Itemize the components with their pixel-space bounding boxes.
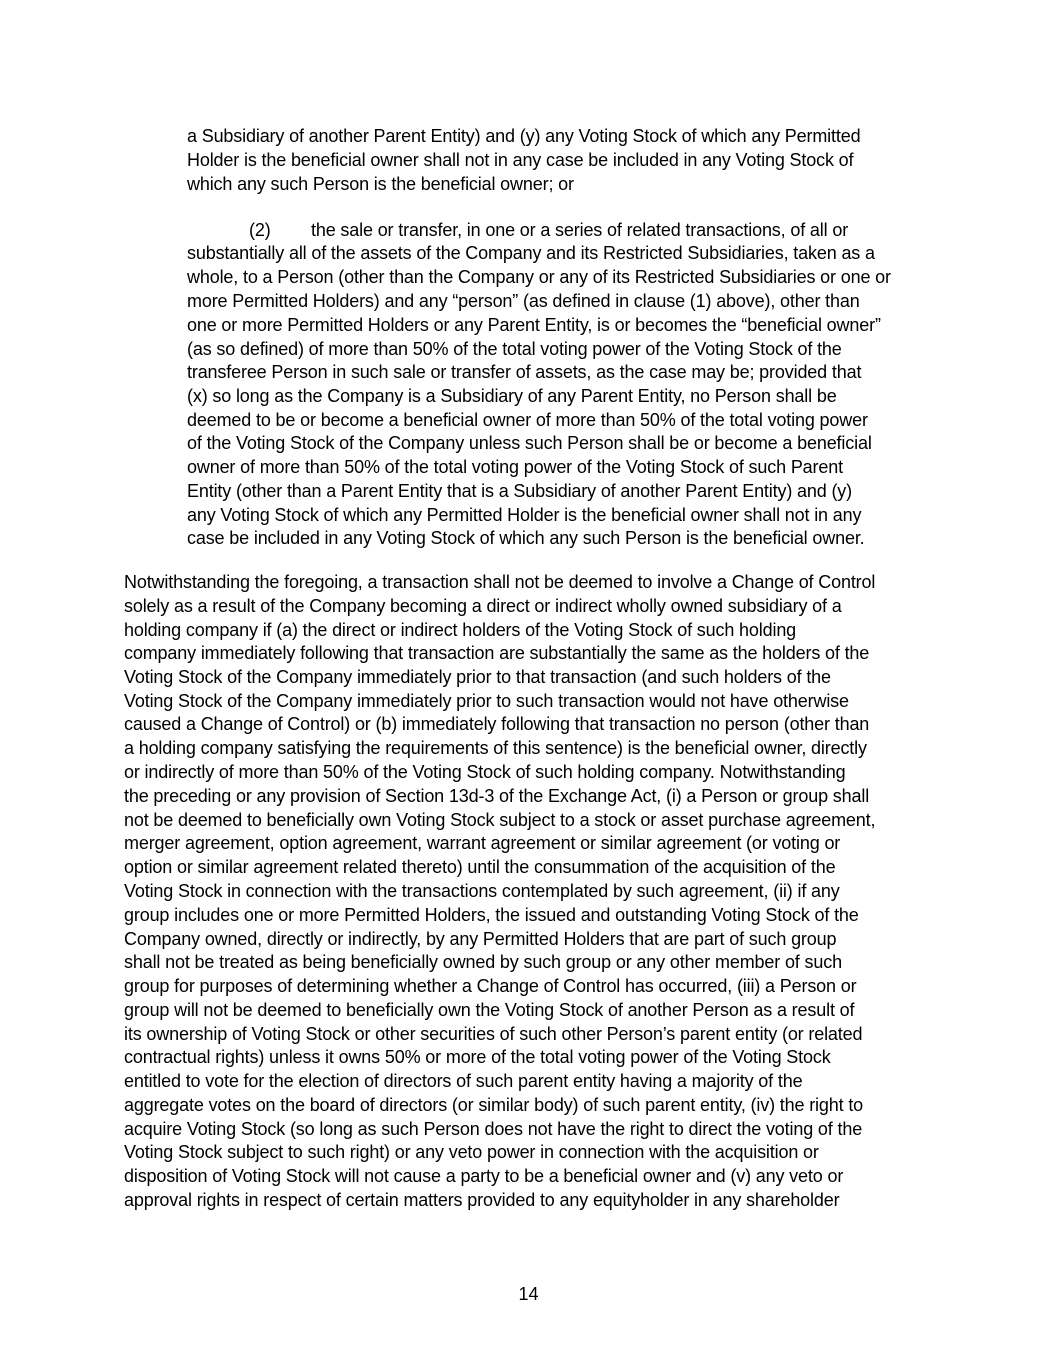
text-line: option or similar agreement related thereto) until the consummation of the acquisition of the [124, 857, 836, 877]
text-line: the preceding or any provision of Section 13d-3 of the Exchange Act, (i) a Person or group shall [124, 786, 870, 806]
text-line: approval rights in respect of certain matters provided to any equityholder in any shareholder [124, 1190, 840, 1210]
text-line: Holder is the beneficial owner shall not in any case be included in any Voting Stock of [187, 150, 854, 170]
text-line: Notwithstanding the foregoing, a transaction shall not be deemed to involve a Change of Control [124, 572, 876, 592]
text-line: more Permitted Holders) and any “person” (as defined in clause (1) above), other than [187, 291, 860, 311]
text-line: its ownership of Voting Stock or other securities of such other Person’s parent entity (or related [124, 1024, 863, 1044]
text-line: solely as a result of the Company becoming a direct or indirect wholly owned subsidiary of a [124, 596, 842, 616]
text-line: any Voting Stock of which any Permitted Holder is the beneficial owner shall not in any [187, 505, 862, 525]
text-line: group includes one or more Permitted Holders, the issued and outstanding Voting Stock of the [124, 905, 859, 925]
text-line: (x) so long as the Company is a Subsidiary of any Parent Entity, no Person shall be [187, 386, 837, 406]
text-line: which any such Person is the beneficial owner; or [187, 174, 574, 194]
text-line: caused a Change of Control) or (b) immediately following that transaction no person (other than [124, 714, 870, 734]
text-line: Voting Stock of the Company immediately prior to such transaction would not have otherwise [124, 691, 849, 711]
text-line: substantially all of the assets of the Company and its Restricted Subsidiaries, taken as a [187, 243, 875, 263]
text-line: case be included in any Voting Stock of which any such Person is the beneficial owner. [187, 528, 865, 548]
text-line: aggregate votes on the board of directors (or similar body) of such parent entity, (iv) the right to [124, 1095, 864, 1115]
text-line: whole, to a Person (other than the Company or any of its Restricted Subsidiaries or one or [187, 267, 891, 287]
text-line: shall not be treated as being beneficially owned by such group or any other member of such [124, 952, 842, 972]
text-line: or indirectly of more than 50% of the Voting Stock of such holding company. Notwithstanding [124, 762, 846, 782]
text-line: entitled to vote for the election of directors of such parent entity having a majority of the [124, 1071, 803, 1091]
text-line: transferee Person in such sale or transfer of assets, as the case may be; provided that [187, 362, 862, 382]
text-line: holding company if (a) the direct or indirect holders of the Voting Stock of such holding [124, 620, 797, 640]
text-line: Company owned, directly or indirectly, by any Permitted Holders that are part of such group [124, 929, 837, 949]
text-line: group will not be deemed to beneficially own the Voting Stock of another Person as a result of [124, 1000, 855, 1020]
text-line: Voting Stock of the Company immediately prior to that transaction (and such holders of the [124, 667, 831, 687]
text-line: merger agreement, option agreement, warrant agreement or similar agreement (or voting or [124, 833, 841, 853]
text-line: acquire Voting Stock (so long as such Person does not have the right to direct the voting of the [124, 1119, 863, 1139]
text-line: Entity (other than a Parent Entity that is a Subsidiary of another Parent Entity) and (y) [187, 481, 852, 501]
text-line: group for purposes of determining whether a Change of Control has occurred, (iii) a Person or [124, 976, 857, 996]
clause-first-line-text: the sale or transfer, in one or a series of related transactions, of all or [311, 220, 849, 240]
clause-number: (2) [249, 220, 271, 240]
text-line: one or more Permitted Holders or any Parent Entity, is or becomes the “beneficial owner” [187, 315, 881, 335]
text-line: disposition of Voting Stock will not cause a party to be a beneficial owner and (v) any veto or [124, 1166, 844, 1186]
text-line: contractual rights) unless it owns 50% or more of the total voting power of the Voting Stock [124, 1047, 831, 1067]
text-line: deemed to be or become a beneficial owner of more than 50% of the total voting power [187, 410, 868, 430]
text-line: Voting Stock subject to such right) or any veto power in connection with the acquisition or [124, 1142, 819, 1162]
text-line: company immediately following that transaction are substantially the same as the holders of the [124, 643, 870, 663]
text-line: of the Voting Stock of the Company unless such Person shall be or become a beneficial [187, 433, 872, 453]
clause-first-line [249, 219, 848, 243]
text-line: owner of more than 50% of the total voting power of the Voting Stock of such Parent [187, 457, 843, 477]
text-line: not be deemed to beneficially own Voting Stock subject to a stock or asset purchase agreement, [124, 810, 876, 830]
text-line: a holding company satisfying the requirements of this sentence) is the beneficial owner, directly [124, 738, 867, 758]
page-number: 14 [518, 1284, 539, 1304]
text-line: a Subsidiary of another Parent Entity) and (y) any Voting Stock of which any Permitted [187, 126, 861, 146]
text-line: (as so defined) of more than 50% of the total voting power of the Voting Stock of the [187, 339, 842, 359]
text-line: Voting Stock in connection with the transactions contemplated by such agreement, (ii) if any [124, 881, 840, 901]
